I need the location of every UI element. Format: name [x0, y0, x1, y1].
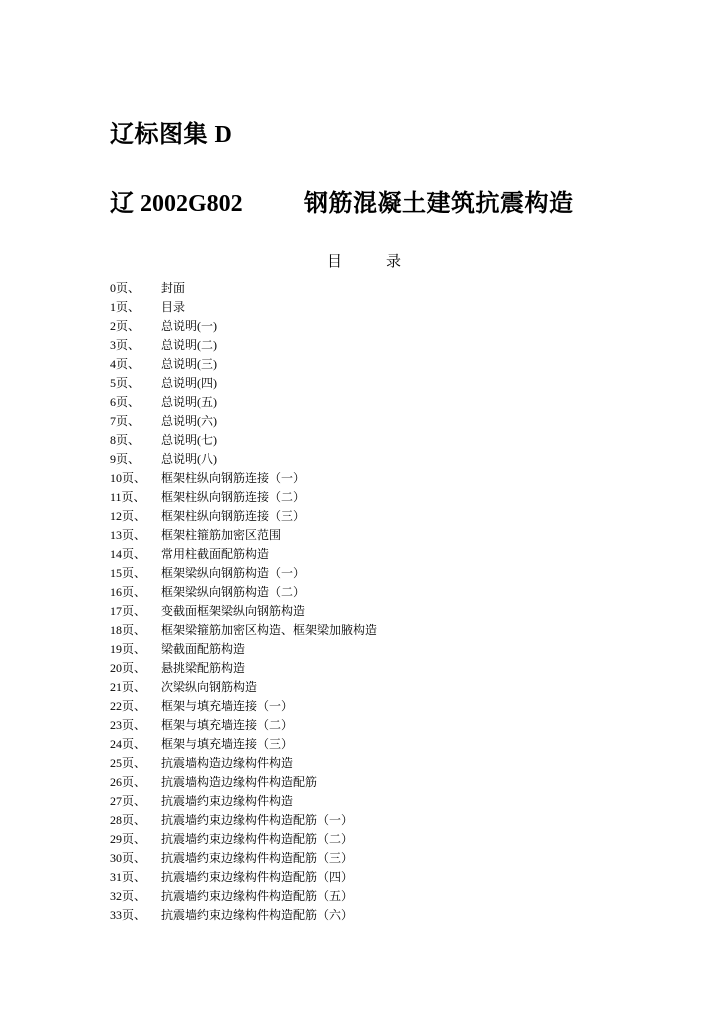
toc-item — [110, 640, 670, 659]
toc-item — [110, 678, 670, 697]
toc-page-number: 27页、 — [110, 794, 147, 808]
toc-page-number: 4页、 — [110, 357, 141, 371]
toc-page-number: 33页、 — [110, 908, 147, 922]
toc-item — [110, 507, 670, 526]
toc-entry-title: 抗震墙约束边缘构件构造配筋（五） — [161, 889, 354, 903]
toc-page-number: 5页、 — [110, 376, 141, 390]
toc-entry-title: 总说明(八) — [161, 452, 217, 466]
toc-page-number: 28页、 — [110, 813, 147, 827]
toc-entry-title: 总说明(四) — [161, 376, 217, 390]
toc-item — [110, 488, 670, 507]
toc-entry-title: 抗震墙约束边缘构件构造配筋（三） — [161, 851, 354, 865]
toc-item — [110, 773, 670, 792]
toc-entry-title: 框架柱纵向钢筋连接（二） — [161, 490, 306, 504]
toc-heading-right: 录 — [386, 254, 402, 270]
toc-item — [110, 621, 670, 640]
toc-page-number: 8页、 — [110, 433, 141, 447]
toc-item — [110, 887, 670, 906]
toc-entry-title: 目录 — [161, 300, 186, 314]
toc-item — [110, 583, 670, 602]
toc-item — [110, 526, 670, 545]
toc-page-number: 31页、 — [110, 870, 147, 884]
toc-item — [110, 754, 670, 773]
toc-heading-left: 目 — [326, 254, 342, 270]
toc-page-number: 6页、 — [110, 395, 141, 409]
toc-entry-title: 封面 — [161, 281, 186, 295]
toc-page-number: 19页、 — [110, 642, 147, 656]
toc-entry-title: 框架与填充墙连接（一） — [161, 699, 294, 713]
toc-page-number: 0页、 — [110, 281, 141, 295]
toc-page-number: 32页、 — [110, 889, 147, 903]
toc-item — [110, 431, 670, 450]
toc-entry-title: 总说明(二) — [161, 338, 217, 352]
toc-entry-title: 框架柱纵向钢筋连接（三） — [161, 509, 306, 523]
toc-page-number: 11页、 — [110, 490, 146, 504]
atlas-name: 钢筋混凝土建筑抗震构造 — [304, 191, 574, 217]
toc-item — [110, 317, 670, 336]
toc-item — [110, 659, 670, 678]
toc-item — [110, 697, 670, 716]
toc-entry-title: 抗震墙约束边缘构件构造配筋（二） — [161, 832, 354, 846]
toc-item — [110, 298, 670, 317]
toc-item — [110, 545, 670, 564]
toc-page-number: 1页、 — [110, 300, 141, 314]
toc-page-number: 14页、 — [110, 547, 147, 561]
toc-page-number: 12页、 — [110, 509, 147, 523]
toc-entry-title: 抗震墙约束边缘构件构造 — [161, 794, 294, 808]
toc-entry-title: 总说明(三) — [161, 357, 217, 371]
toc-page-number: 13页、 — [110, 528, 147, 542]
toc-page-number: 20页、 — [110, 661, 147, 675]
toc-heading — [0, 250, 724, 271]
toc-entry-title: 框架梁纵向钢筋构造（一） — [161, 566, 306, 580]
toc-page-number: 21页、 — [110, 680, 147, 694]
toc-entry-title: 常用柱截面配筋构造 — [161, 547, 270, 561]
toc-page-number: 30页、 — [110, 851, 147, 865]
toc-item — [110, 716, 670, 735]
toc-item — [110, 602, 670, 621]
toc-item — [110, 564, 670, 583]
toc-page-number: 17页、 — [110, 604, 147, 618]
series-title: 辽标图集 D — [110, 122, 233, 148]
toc-entry-title: 抗震墙构造边缘构件构造配筋 — [161, 775, 318, 789]
toc-item — [110, 393, 670, 412]
toc-item — [110, 355, 670, 374]
toc-entry-title: 抗震墙约束边缘构件构造配筋（一） — [161, 813, 354, 827]
toc-entry-title: 抗震墙构造边缘构件构造 — [161, 756, 294, 770]
toc-entry-title: 框架与填充墙连接（三） — [161, 737, 294, 751]
toc-page-number: 26页、 — [110, 775, 147, 789]
toc-item — [110, 906, 670, 925]
toc-item — [110, 868, 670, 887]
toc-entry-title: 框架柱箍筋加密区范围 — [161, 528, 282, 542]
toc-entry-title: 悬挑梁配筋构造 — [161, 661, 246, 675]
toc-item — [110, 374, 670, 393]
atlas-title-line — [110, 183, 574, 218]
toc-entry-title: 总说明(五) — [161, 395, 217, 409]
toc-item — [110, 735, 670, 754]
toc-entry-title: 框架与填充墙连接（二） — [161, 718, 294, 732]
toc-entry-title: 总说明(七) — [161, 433, 217, 447]
toc-page-number: 29页、 — [110, 832, 147, 846]
toc-page-number: 9页、 — [110, 452, 141, 466]
toc-entry-title: 总说明(六) — [161, 414, 217, 428]
toc-page-number: 18页、 — [110, 623, 147, 637]
toc-page-number: 22页、 — [110, 699, 147, 713]
toc-entry-title: 抗震墙约束边缘构件构造配筋（六） — [161, 908, 354, 922]
toc-page-number: 7页、 — [110, 414, 141, 428]
toc-item — [110, 469, 670, 488]
toc-item — [110, 849, 670, 868]
toc-item — [110, 450, 670, 469]
toc-item — [110, 279, 670, 298]
toc-page-number: 24页、 — [110, 737, 147, 751]
toc-item — [110, 811, 670, 830]
toc-entry-title: 次梁纵向钢筋构造 — [161, 680, 258, 694]
toc-page-number: 2页、 — [110, 319, 141, 333]
toc-page-number: 23页、 — [110, 718, 147, 732]
toc-entry-title: 抗震墙约束边缘构件构造配筋（四） — [161, 870, 354, 884]
toc-item — [110, 336, 670, 355]
toc-entry-title: 框架梁箍筋加密区构造、框架梁加腋构造 — [161, 623, 378, 637]
toc-page-number: 15页、 — [110, 566, 147, 580]
toc-entry-title: 总说明(一) — [161, 319, 217, 333]
toc-entry-title: 框架柱纵向钢筋连接（一） — [161, 471, 306, 485]
toc-page-number: 16页、 — [110, 585, 147, 599]
toc-item — [110, 792, 670, 811]
toc-page-number: 3页、 — [110, 338, 141, 352]
toc-page-number: 10页、 — [110, 471, 147, 485]
toc-page-number: 25页、 — [110, 756, 147, 770]
toc-item — [110, 412, 670, 431]
toc-entry-title: 梁截面配筋构造 — [161, 642, 246, 656]
toc-entry-title: 框架梁纵向钢筋构造（二） — [161, 585, 306, 599]
toc-item — [110, 830, 670, 849]
toc-entry-title: 变截面框架梁纵向钢筋构造 — [161, 604, 306, 618]
toc-list — [110, 279, 670, 925]
atlas-code: 辽 2002G802 — [110, 191, 243, 217]
